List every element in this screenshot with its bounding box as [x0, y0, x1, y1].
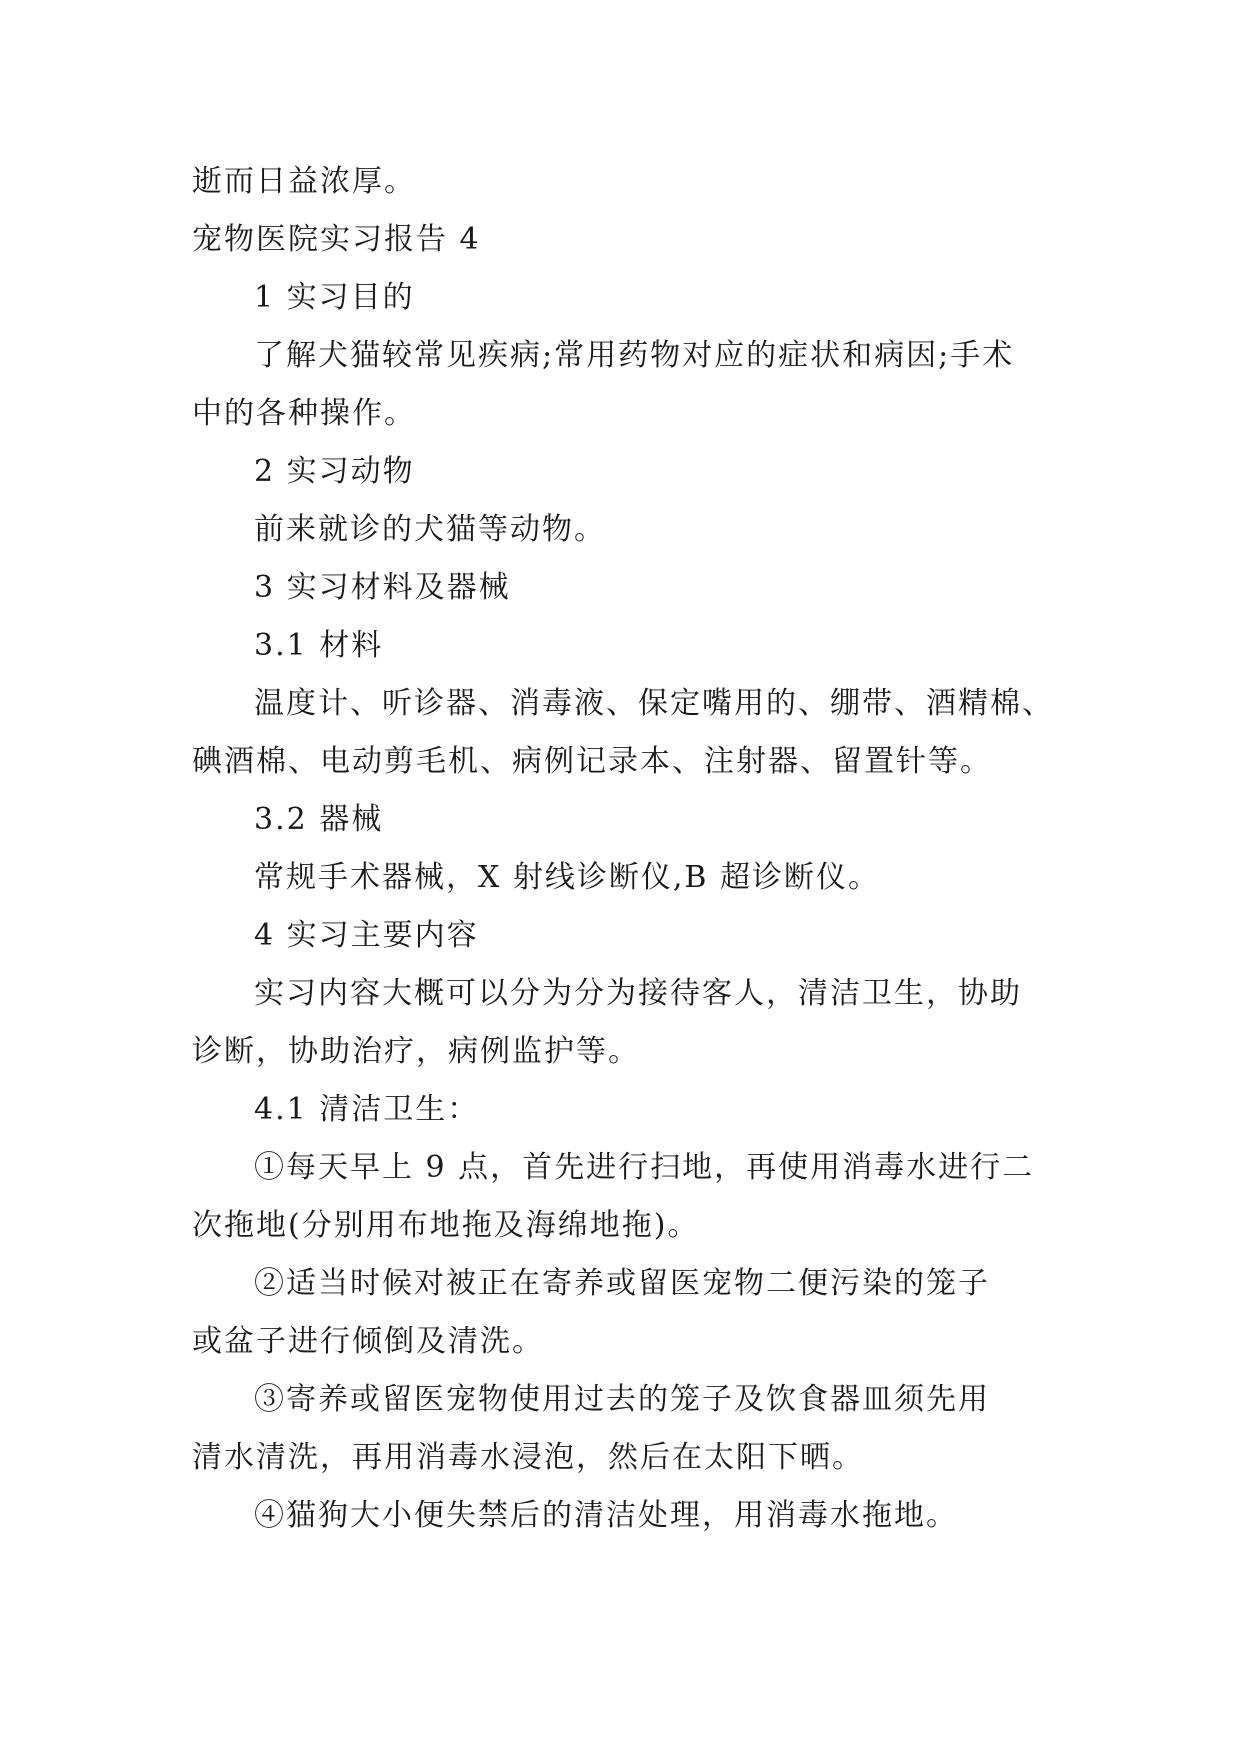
text-line: 逝而日益浓厚。	[192, 164, 416, 199]
list-item: ②适当时候对被正在寄养或留医宠物二便污染的笼子	[254, 1266, 990, 1301]
text-line: 清水清洗，再用消毒水浸泡，然后在太阳下晒。	[192, 1440, 864, 1475]
section-heading: 3 实习材料及器械	[254, 570, 511, 605]
text-line: 常规手术器械，X 射线诊断仪,B 超诊断仪。	[254, 860, 881, 895]
text-line: 前来就诊的犬猫等动物。	[254, 512, 606, 547]
text-line: 实习内容大概可以分为分为接待客人，清洁卫生，协助	[254, 976, 1022, 1011]
report-heading: 宠物医院实习报告 4	[192, 222, 481, 257]
subsection-heading: 3.1 材料	[254, 628, 384, 663]
list-item: ③寄养或留医宠物使用过去的笼子及饮食器皿须先用	[254, 1382, 990, 1417]
section-heading: 2 实习动物	[254, 454, 415, 489]
text-line: 次拖地(分别用布地拖及海绵地拖)。	[192, 1208, 700, 1243]
subsection-heading: 3.2 器械	[254, 802, 384, 837]
list-item: ④猫狗大小便失禁后的清洁处理，用消毒水拖地。	[254, 1498, 958, 1533]
section-heading: 4 实习主要内容	[254, 918, 479, 953]
text-line: 诊断，协助治疗，病例监护等。	[192, 1034, 640, 1069]
text-line: 了解犬猫较常见疾病;常用药物对应的症状和病因;手术	[254, 338, 1015, 373]
section-heading: 1 实习目的	[254, 280, 415, 315]
subsection-heading: 4.1 清洁卫生：	[254, 1092, 480, 1127]
text-line: 或盆子进行倾倒及清洗。	[192, 1324, 544, 1359]
text-line: 中的各种操作。	[192, 396, 416, 431]
list-item: ①每天早上 9 点，首先进行扫地，再使用消毒水进行二	[254, 1150, 1035, 1185]
text-line: 碘酒棉、电动剪毛机、病例记录本、注射器、留置针等。	[192, 744, 992, 779]
text-line: 温度计、听诊器、消毒液、保定嘴用的、绷带、酒精棉、	[254, 686, 1054, 721]
